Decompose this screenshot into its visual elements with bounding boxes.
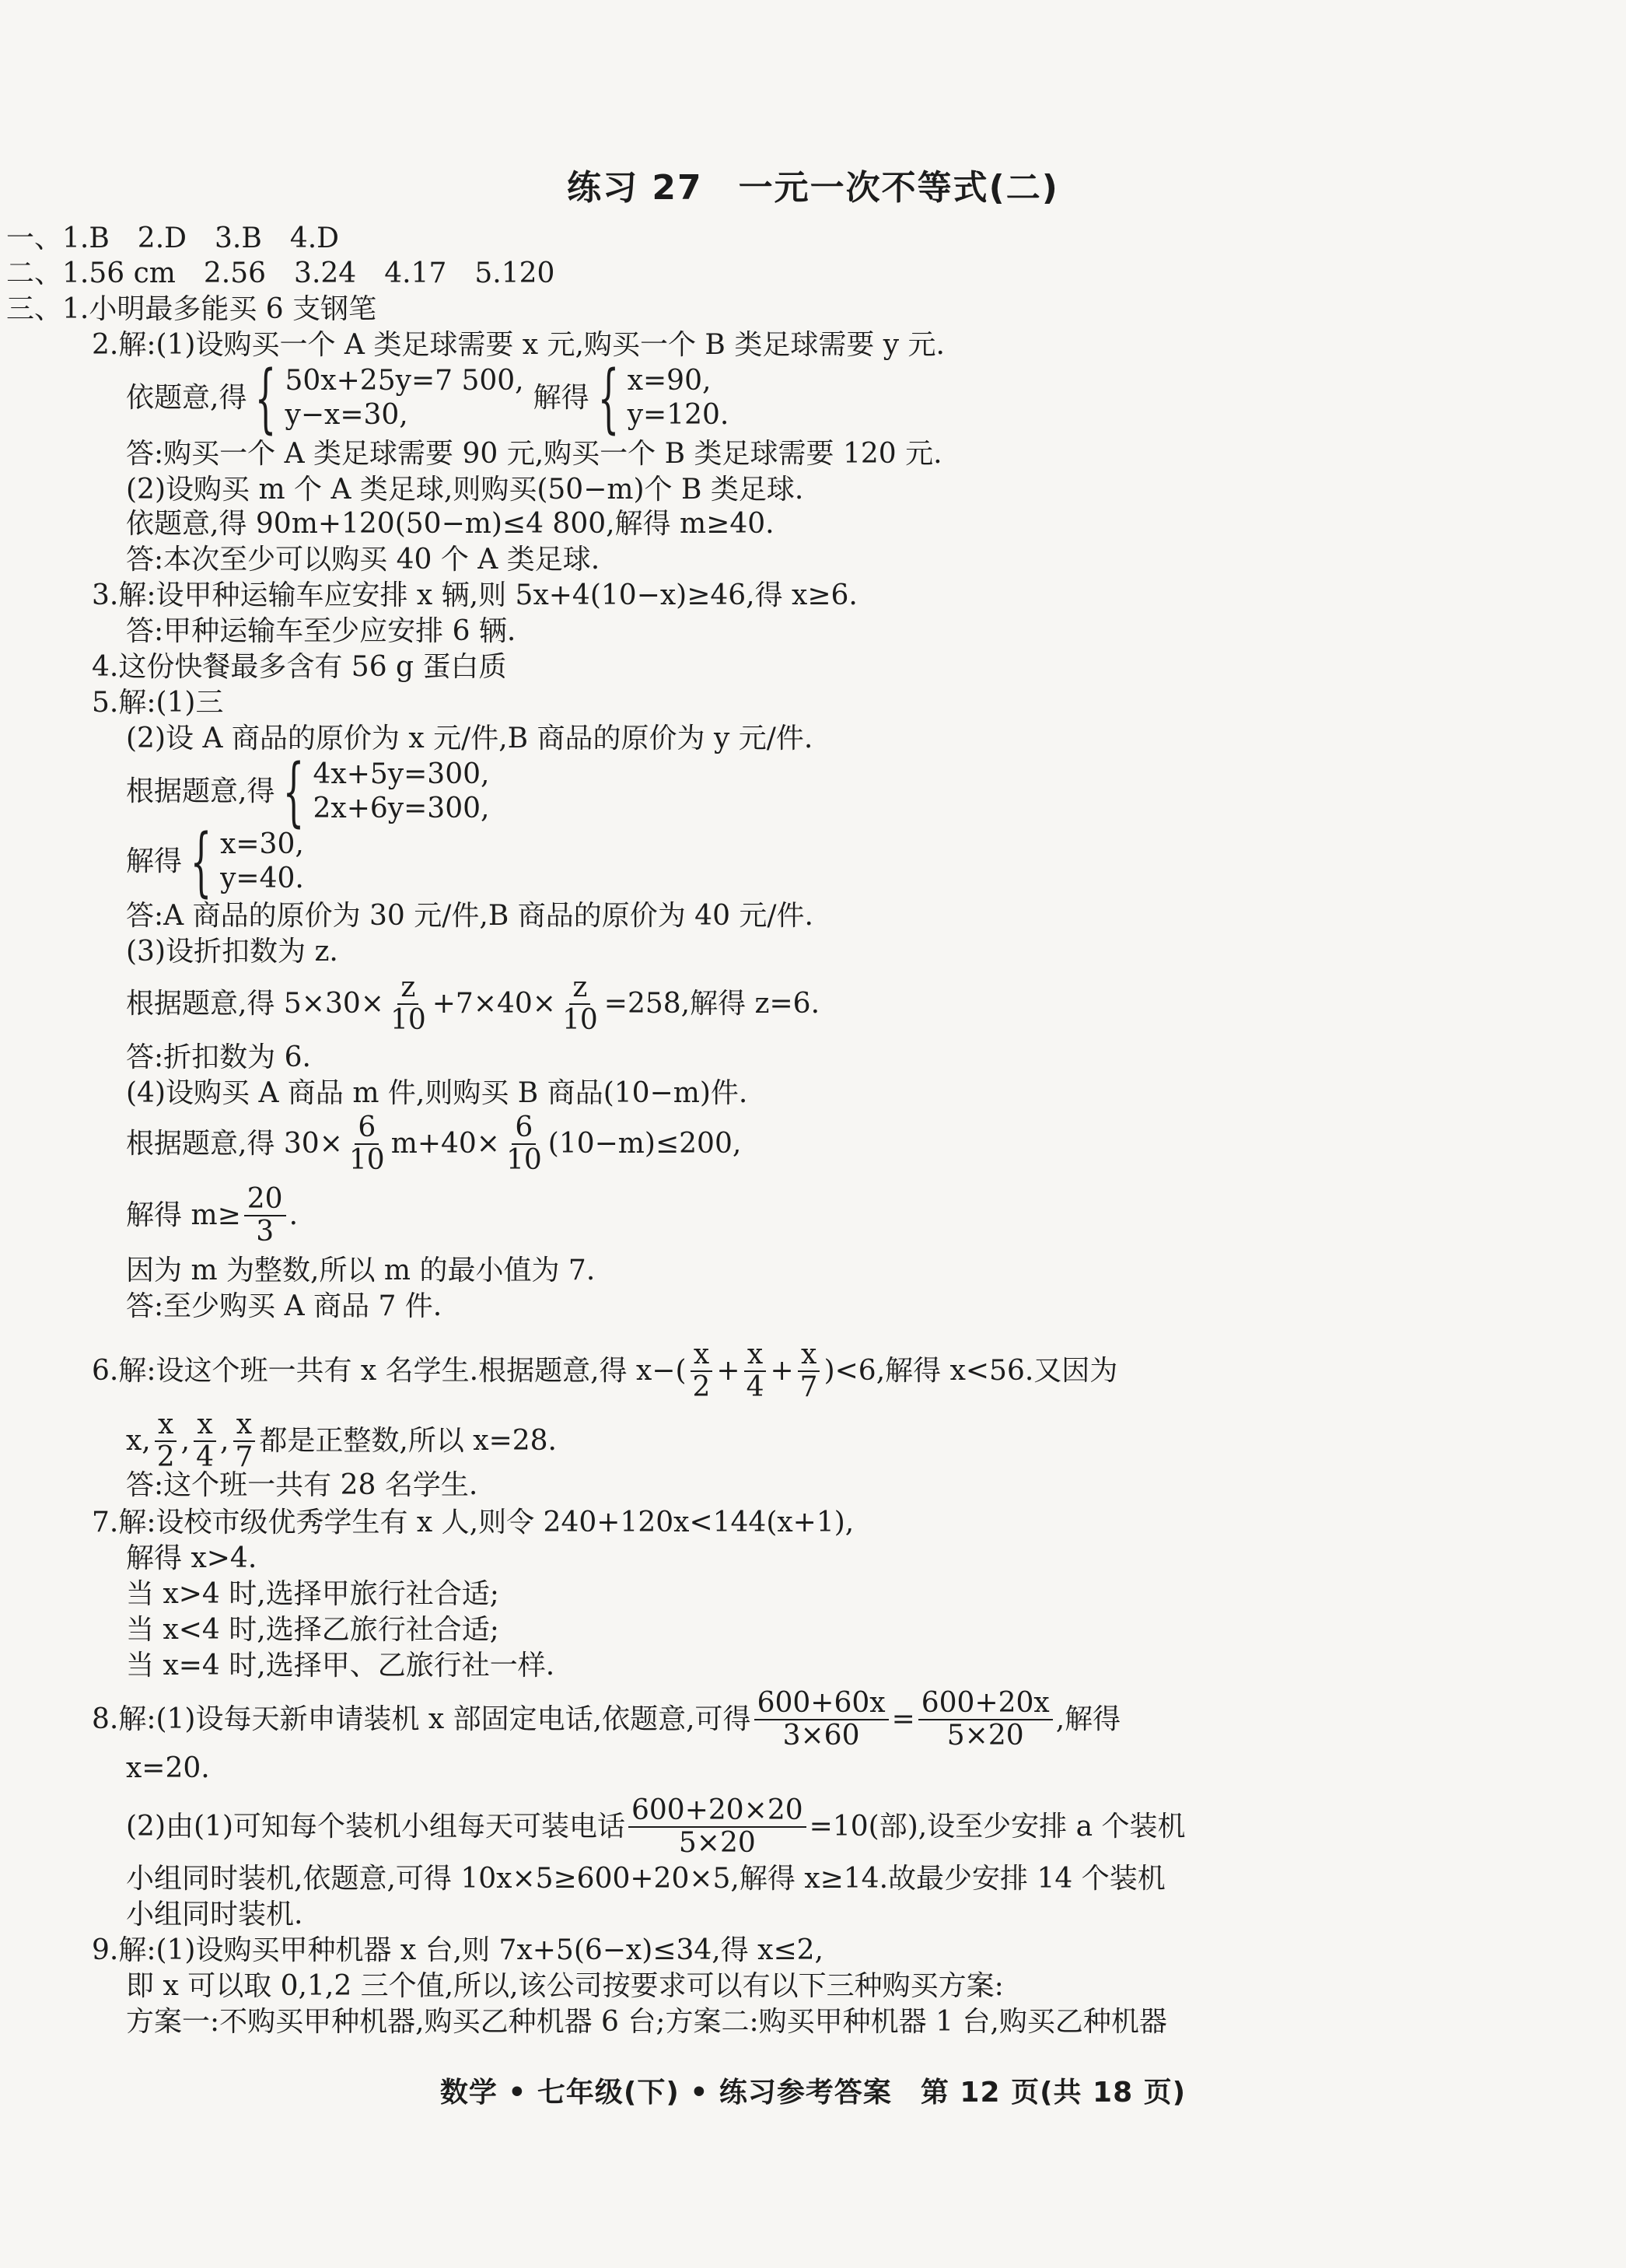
q5-j-middle: m+40× <box>390 1128 500 1160</box>
q5-k-suffix: . <box>288 1199 299 1231</box>
left-brace-icon: { <box>190 818 212 905</box>
q7-line-b: 解得 x>4. <box>126 1542 257 1574</box>
q7-line-a: 7.解:设校市级优秀学生有 x 人,则令 240+120x<144(x+1), <box>92 1507 855 1538</box>
q5-solution-values <box>220 828 304 896</box>
q6-b-prefix: x, <box>126 1425 151 1457</box>
fraction <box>244 1184 286 1248</box>
denominator: 10 <box>348 1144 385 1176</box>
q6-a-suffix: )<6,解得 x<56.又因为 <box>823 1355 1118 1387</box>
q5-line-e: 答:A 商品的原价为 30 元/件,B 商品的原价为 40 元/件. <box>126 900 814 932</box>
equals-sign: = <box>891 1703 915 1735</box>
q2-line-e: 依题意,得 90m+120(50−m)≤4 800,解得 m≥40. <box>126 508 775 540</box>
plus-sign: + <box>770 1355 794 1387</box>
denominator: 2 <box>156 1441 175 1473</box>
denominator: 10 <box>561 1004 598 1036</box>
fraction <box>346 1112 388 1176</box>
q2-equations <box>285 364 524 432</box>
q5-k-prefix: 解得 m≥ <box>126 1199 241 1231</box>
comma: , <box>220 1425 229 1457</box>
numerator: z <box>397 972 418 1005</box>
fraction <box>154 1409 178 1473</box>
denominator: 2 <box>692 1371 711 1403</box>
q7-line-d: 当 x<4 时,选择乙旅行社合适; <box>126 1614 499 1646</box>
q3-line-b: 答:甲种运输车至少应安排 6 辆. <box>126 615 516 647</box>
q8-line-b: x=20. <box>126 1752 210 1784</box>
fraction <box>690 1339 714 1403</box>
q5-line-l: 因为 m 为整数,所以 m 的最小值为 7. <box>126 1255 596 1286</box>
denominator: 5×20 <box>678 1827 756 1859</box>
left-brace-icon: { <box>597 355 619 442</box>
denominator: 10 <box>390 1004 426 1036</box>
page-footer: 数学 • 七年级(下) • 练习参考答案 第 12 页(共 18 页) <box>439 2077 1187 2109</box>
q5-solution-prefix: 解得 <box>126 845 183 877</box>
q5-g-prefix: 根据题意,得 5×30× <box>126 988 384 1020</box>
numerator: x <box>155 1409 177 1442</box>
q5-j-suffix: (10−m)≤200, <box>547 1128 742 1160</box>
left-brace-icon: { <box>283 748 305 835</box>
fraction <box>754 1688 889 1752</box>
q5-line-f: (3)设折扣数为 z. <box>126 936 338 968</box>
denominator: 5×20 <box>946 1720 1024 1752</box>
fraction <box>559 972 601 1036</box>
numerator: 6 <box>512 1112 536 1145</box>
q5-system-prefix: 根据题意,得 <box>126 775 275 807</box>
fraction <box>918 1688 1053 1752</box>
q2-line-c: 答:购买一个 A 类足球需要 90 元,购买一个 B 类足球需要 120 元. <box>126 438 942 470</box>
q8-line-e: 小组同时装机. <box>126 1899 303 1930</box>
q5-sol2: y=40. <box>220 863 304 894</box>
q6-a-prefix: 6.解:设这个班一共有 x 名学生.根据题意,得 x−( <box>92 1355 687 1387</box>
denominator: 7 <box>799 1371 818 1403</box>
q2-line-a: 2.解:(1)设购买一个 A 类足球需要 x 元,购买一个 B 类足球需要 y 元. <box>92 329 945 361</box>
q2-solve-label: 解得 <box>533 382 589 414</box>
q5-line-h: 答:折扣数为 6. <box>126 1041 311 1073</box>
q5-equations <box>313 758 490 826</box>
denominator: 4 <box>196 1441 215 1473</box>
q8-c-prefix: (2)由(1)可知每个装机小组每天可装电话 <box>126 1811 625 1843</box>
numerator: x <box>233 1409 255 1442</box>
numerator: 600+20x <box>918 1688 1053 1720</box>
q5-j-prefix: 根据题意,得 30× <box>126 1128 343 1160</box>
q2-eq1: 50x+25y=7 500, <box>285 365 524 397</box>
q5-line-b: (2)设 A 商品的原价为 x 元/件,B 商品的原价为 y 元/件. <box>126 723 813 754</box>
q9-line-c: 方案一:不购买甲种机器,购买乙种机器 6 台;方案二:购买甲种机器 1 台,购买乙种机器 <box>126 2006 1167 2038</box>
numerator: 20 <box>244 1184 286 1216</box>
numerator: 600+20×20 <box>628 1795 806 1828</box>
numerator: 6 <box>355 1112 379 1145</box>
q8-a-prefix: 8.解:(1)设每天新申请装机 x 部固定电话,依题意,可得 <box>92 1703 751 1735</box>
q7-line-c: 当 x>4 时,选择甲旅行社合适; <box>126 1578 499 1610</box>
q5-eq2: 2x+6y=300, <box>313 793 490 824</box>
q5-line-a: 5.解:(1)三 <box>92 687 224 719</box>
q8-line-c <box>126 1795 1186 1859</box>
q2-sol1: x=90, <box>627 365 712 397</box>
q2-solution <box>628 364 729 432</box>
section-2-answers: 二、1.56 cm 2.56 3.24 4.17 5.120 <box>6 257 555 289</box>
q5-g-middle: +7×40× <box>432 988 556 1020</box>
q5-sol1: x=30, <box>220 828 304 860</box>
q2-eq2: y−x=30, <box>285 399 408 431</box>
q2-system <box>126 355 729 442</box>
q9-line-b: 即 x 可以取 0,1,2 三个值,所以,该公司按要求可以有以下三种购买方案: <box>126 1970 1004 2002</box>
q5-g-suffix: =258,解得 z=6. <box>603 988 820 1020</box>
q6-b-suffix: 都是正整数,所以 x=28. <box>259 1425 557 1457</box>
q8-line-d: 小组同时装机,依题意,可得 10x×5≥600+20×5,解得 x≥14.故最少安排 14 个装机 <box>126 1863 1166 1895</box>
denominator: 7 <box>235 1441 254 1473</box>
q8-c-suffix: =10(部),设至少安排 a 个装机 <box>809 1811 1186 1843</box>
numerator: x <box>798 1339 820 1372</box>
q3-line-a: 3.解:设甲种运输车应安排 x 辆,则 5x+4(10−x)≥46,得 x≥6. <box>92 579 858 611</box>
q4-line: 4.这份快餐最多含有 56 g 蛋白质 <box>92 651 507 683</box>
fraction <box>503 1112 545 1176</box>
denominator: 4 <box>746 1371 764 1403</box>
fraction <box>797 1339 821 1403</box>
fraction <box>743 1339 768 1403</box>
fraction <box>628 1795 806 1859</box>
q5-eq1: 4x+5y=300, <box>313 758 490 790</box>
q5-line-k <box>126 1184 298 1248</box>
denominator: 10 <box>505 1144 542 1176</box>
q6-line-b <box>126 1409 557 1473</box>
q8-line-a <box>92 1688 1121 1752</box>
fraction <box>387 972 429 1036</box>
q5-system <box>126 748 490 835</box>
q2-sol2: y=120. <box>627 399 729 431</box>
denominator: 3 <box>256 1216 274 1248</box>
numerator: x <box>744 1339 766 1372</box>
numerator: x <box>194 1409 215 1442</box>
q5-line-m: 答:至少购买 A 商品 7 件. <box>126 1290 442 1322</box>
q2-line-f: 答:本次至少可以购买 40 个 A 类足球. <box>126 544 600 576</box>
q7-line-e: 当 x=4 时,选择甲、乙旅行社一样. <box>126 1650 555 1682</box>
q5-line-i: (4)设购买 A 商品 m 件,则购买 B 商品(10−m)件. <box>126 1077 748 1109</box>
q5-line-j <box>126 1112 741 1176</box>
q2-system-prefix: 依题意,得 <box>126 382 247 414</box>
q6-line-a <box>92 1339 1117 1403</box>
section-1-answers: 一、1.B 2.D 3.B 4.D <box>6 222 340 254</box>
numerator: 600+60x <box>754 1688 889 1720</box>
q2-line-d: (2)设购买 m 个 A 类足球,则购买(50−m)个 B 类足球. <box>126 474 804 506</box>
q5-line-g <box>126 972 820 1036</box>
section-3-q1: 三、1.小明最多能买 6 支钢笔 <box>6 293 377 325</box>
numerator: z <box>569 972 590 1005</box>
denominator: 3×60 <box>782 1720 860 1752</box>
q6-line-c: 答:这个班一共有 28 名学生. <box>126 1469 478 1501</box>
left-brace-icon: { <box>255 355 277 442</box>
comma: , <box>180 1425 191 1457</box>
numerator: x <box>691 1339 712 1372</box>
fraction <box>232 1409 256 1473</box>
plus-sign: + <box>716 1355 740 1387</box>
q9-line-a: 9.解:(1)设购买甲种机器 x 台,则 7x+5(6−x)≤34,得 x≤2, <box>92 1934 823 1966</box>
page-title: 练习 27 一元一次不等式(二) <box>567 168 1059 208</box>
fraction <box>193 1409 217 1473</box>
q5-solution <box>126 818 304 905</box>
q8-a-suffix: ,解得 <box>1055 1703 1121 1735</box>
